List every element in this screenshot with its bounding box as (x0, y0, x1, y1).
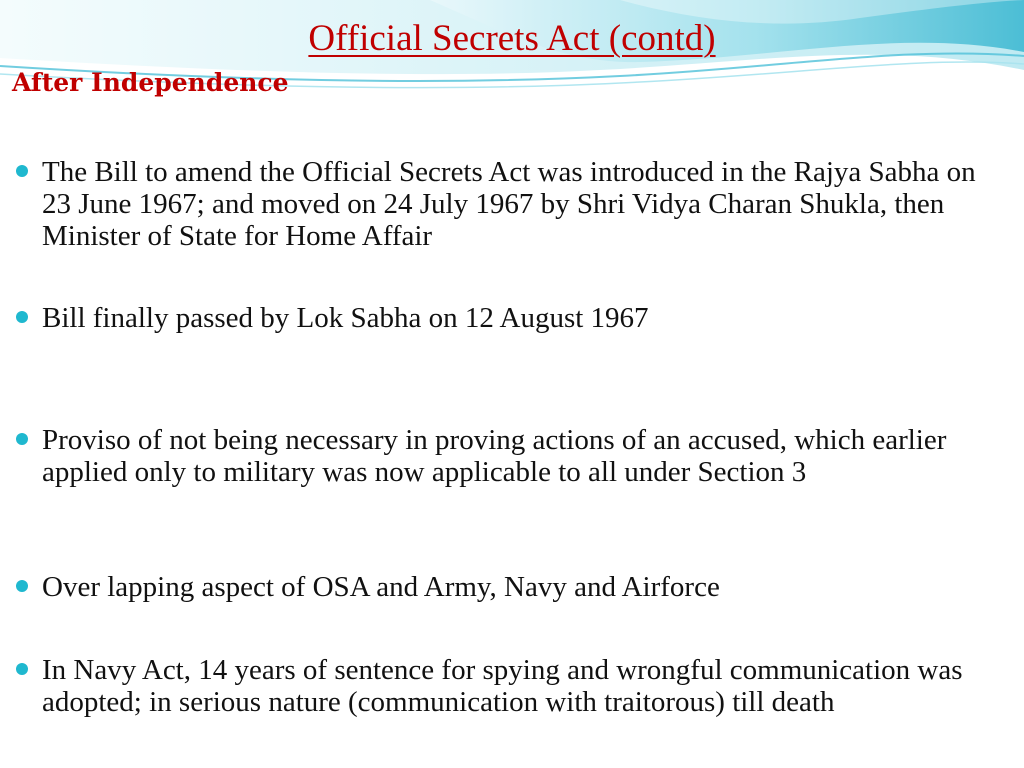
bullet-item (16, 424, 1006, 488)
bullet-marker-icon (16, 663, 28, 675)
bullet-marker-icon (16, 580, 28, 592)
bullet-text: The Bill to amend the Official Secrets Act was introduced in the Rajya Sabha on 23 June 1967; and moved on 24 July 1967 by Shri Vidya Charan Shukla, then Minister of State for Home Affair (42, 156, 976, 252)
bullet-item (16, 571, 1006, 603)
bullet-item (16, 156, 1006, 252)
slide-title: Official Secrets Act (contd) (308, 18, 716, 59)
bullet-item (16, 302, 1006, 334)
bullet-marker-icon (16, 165, 28, 177)
bullet-marker-icon (16, 311, 28, 323)
slide-subtitle: After Independence (12, 68, 289, 97)
bullet-text: In Navy Act, 14 years of sentence for spying and wrongful communication was adopted; in serious nature (communication with traitorous) till death (42, 654, 963, 718)
bullet-text: Bill finally passed by Lok Sabha on 12 August 1967 (42, 302, 649, 334)
bullet-item (16, 654, 1006, 718)
bullet-text: Proviso of not being necessary in proving actions of an accused, which earlier applied only to military was now applicable to all under Section 3 (42, 424, 947, 488)
bullet-text: Over lapping aspect of OSA and Army, Navy and Airforce (42, 571, 720, 603)
bullet-marker-icon (16, 433, 28, 445)
